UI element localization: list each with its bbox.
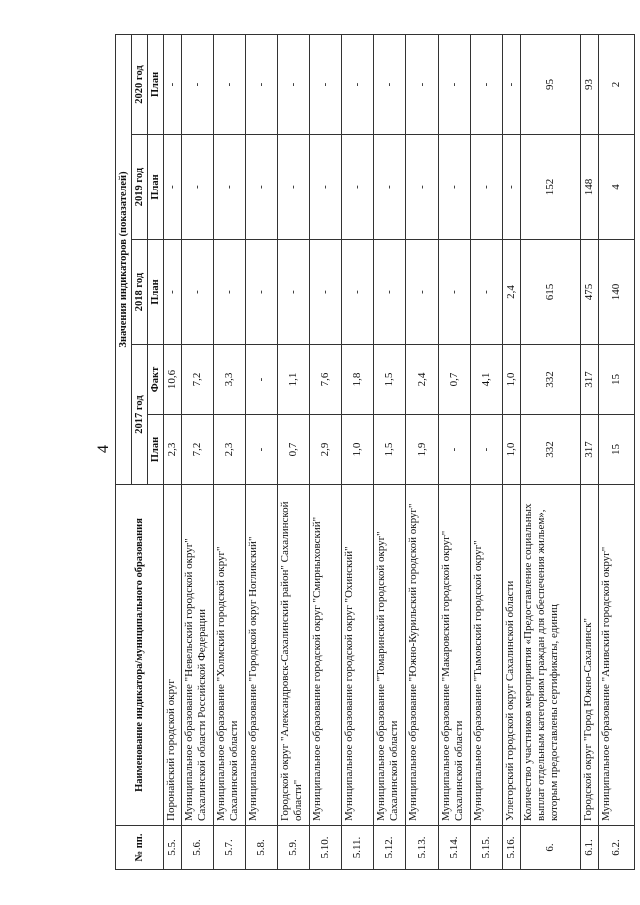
table-row <box>278 34 310 869</box>
header-plan-2019: План <box>148 135 164 240</box>
row-num: 5.12. <box>374 826 406 870</box>
cell-plan-2017: 332 <box>520 415 580 485</box>
cell-fact-2017: 332 <box>520 345 580 415</box>
table-row <box>580 34 598 869</box>
row-num: 5.15. <box>470 826 502 870</box>
row-name: Количество участников мероприятия «Предоставление социальных выплат отдельным категориям граждан для обеспечения жильем», которым предоставлены сертификаты, единиц <box>520 485 580 826</box>
cell-plan-2018: - <box>164 240 182 345</box>
cell-plan-2020: - <box>342 34 374 134</box>
cell-fact-2017: 7,6 <box>310 345 342 415</box>
cell-fact-2017: 1,0 <box>502 345 520 415</box>
cell-plan-2020: - <box>406 34 438 134</box>
table-row <box>342 34 374 869</box>
row-name: Муниципальное образование "Холмский городской округ" Сахалинской области <box>214 485 246 826</box>
table-row <box>246 34 278 869</box>
row-num: 5.7. <box>214 826 246 870</box>
cell-plan-2017: 2,3 <box>214 415 246 485</box>
row-name: Муниципальное образование городской округ "Охинский" <box>342 485 374 826</box>
table-row <box>164 34 182 869</box>
row-name: Муниципальное образование городской округ "Смирныховский" <box>310 485 342 826</box>
cell-fact-2017: 7,2 <box>182 345 214 415</box>
cell-plan-2020: 93 <box>580 34 598 134</box>
cell-fact-2017: - <box>246 345 278 415</box>
cell-plan-2020: - <box>438 34 470 134</box>
indicators-table <box>115 34 635 870</box>
cell-plan-2018: 475 <box>580 240 598 345</box>
header-year-2017: 2017 год <box>132 345 148 485</box>
cell-plan-2017: 1,0 <box>342 415 374 485</box>
cell-plan-2018: 615 <box>520 240 580 345</box>
cell-plan-2020: - <box>182 34 214 134</box>
cell-plan-2020: - <box>374 34 406 134</box>
cell-plan-2019: 148 <box>580 135 598 240</box>
cell-fact-2017: 1,1 <box>278 345 310 415</box>
row-name: Муниципальное образование "Тымовский городской округ" <box>470 485 502 826</box>
cell-plan-2019: - <box>182 135 214 240</box>
cell-plan-2017: - <box>438 415 470 485</box>
cell-plan-2017: - <box>246 415 278 485</box>
row-num: 5.13. <box>406 826 438 870</box>
header-year-2019: 2019 год <box>132 135 148 240</box>
cell-plan-2018: - <box>310 240 342 345</box>
page-number: 4 <box>95 445 112 453</box>
cell-plan-2018: - <box>438 240 470 345</box>
cell-fact-2017: 317 <box>580 345 598 415</box>
table-row <box>310 34 342 869</box>
header-values-group: Значения индикаторов (показателей) <box>116 34 132 484</box>
cell-plan-2017: 15 <box>598 415 634 485</box>
cell-plan-2019: 4 <box>598 135 634 240</box>
cell-plan-2019: - <box>310 135 342 240</box>
row-name: Углегорский городской округ Сахалинской области <box>502 485 520 826</box>
cell-plan-2019: - <box>406 135 438 240</box>
cell-plan-2018: - <box>406 240 438 345</box>
cell-plan-2018: 140 <box>598 240 634 345</box>
cell-plan-2019: - <box>470 135 502 240</box>
cell-fact-2017: 1,8 <box>342 345 374 415</box>
table-row <box>406 34 438 869</box>
cell-plan-2020: 95 <box>520 34 580 134</box>
row-name: Городской округ "Город Южно-Сахалинск" <box>580 485 598 826</box>
cell-plan-2020: - <box>470 34 502 134</box>
cell-plan-2020: - <box>310 34 342 134</box>
cell-plan-2020: - <box>246 34 278 134</box>
cell-fact-2017: 15 <box>598 345 634 415</box>
cell-plan-2017: 0,7 <box>278 415 310 485</box>
row-num: 6.1. <box>580 826 598 870</box>
cell-plan-2020: 2 <box>598 34 634 134</box>
row-name: Муниципальное образование "Южно-Курильский городской округ" <box>406 485 438 826</box>
cell-plan-2018: - <box>374 240 406 345</box>
cell-plan-2019: - <box>342 135 374 240</box>
cell-plan-2019: - <box>278 135 310 240</box>
cell-plan-2017: 2,3 <box>164 415 182 485</box>
cell-plan-2018: - <box>214 240 246 345</box>
header-year-2020: 2020 год <box>132 34 148 134</box>
cell-plan-2017: 2,9 <box>310 415 342 485</box>
header-fact-2017: Факт <box>148 345 164 415</box>
row-name: Муниципальное образование "Анивский городской округ" <box>598 485 634 826</box>
cell-plan-2018: 2,4 <box>502 240 520 345</box>
table-row <box>182 34 214 869</box>
cell-plan-2018: - <box>470 240 502 345</box>
row-num: 5.11. <box>342 826 374 870</box>
cell-fact-2017: 10,6 <box>164 345 182 415</box>
cell-plan-2019: - <box>164 135 182 240</box>
cell-plan-2019: - <box>502 135 520 240</box>
table-row <box>214 34 246 869</box>
header-plan-2020: План <box>148 34 164 134</box>
row-num: 6.2. <box>598 826 634 870</box>
header-plan-2017: План <box>148 415 164 485</box>
cell-plan-2017: 1,5 <box>374 415 406 485</box>
cell-plan-2019: - <box>438 135 470 240</box>
row-num: 5.10. <box>310 826 342 870</box>
table-row <box>598 34 634 869</box>
table-row <box>520 34 580 869</box>
row-name: Поронайский городской округ <box>164 485 182 826</box>
cell-plan-2017: - <box>470 415 502 485</box>
cell-plan-2017: 1,9 <box>406 415 438 485</box>
cell-fact-2017: 3,3 <box>214 345 246 415</box>
table-row <box>470 34 502 869</box>
row-num: 6. <box>520 826 580 870</box>
cell-plan-2018: - <box>278 240 310 345</box>
header-year-2018: 2018 год <box>132 240 148 345</box>
row-num: 5.16. <box>502 826 520 870</box>
cell-plan-2019: - <box>246 135 278 240</box>
cell-plan-2020: - <box>214 34 246 134</box>
row-name: Муниципальное образование "Томаринский городской округ" Сахалинской области <box>374 485 406 826</box>
cell-fact-2017: 0,7 <box>438 345 470 415</box>
row-name: Муниципальное образование "Макаровский городской округ" Сахалинской области <box>438 485 470 826</box>
cell-fact-2017: 4,1 <box>470 345 502 415</box>
table-row <box>438 34 470 869</box>
header-num: № пп. <box>116 826 164 870</box>
row-num: 5.5. <box>164 826 182 870</box>
cell-plan-2019: - <box>374 135 406 240</box>
cell-plan-2017: 317 <box>580 415 598 485</box>
cell-plan-2018: - <box>182 240 214 345</box>
row-num: 5.6. <box>182 826 214 870</box>
table-row <box>502 34 520 869</box>
cell-plan-2018: - <box>342 240 374 345</box>
cell-fact-2017: 2,4 <box>406 345 438 415</box>
table-row <box>374 34 406 869</box>
cell-plan-2020: - <box>278 34 310 134</box>
rotated-table-wrapper <box>115 35 635 870</box>
row-num: 5.8. <box>246 826 278 870</box>
cell-plan-2019: 152 <box>520 135 580 240</box>
cell-plan-2019: - <box>214 135 246 240</box>
cell-plan-2017: 7,2 <box>182 415 214 485</box>
row-name: Муниципальное образование "Невельский городской округ" Сахалинской области Российской Федерации <box>182 485 214 826</box>
cell-plan-2018: - <box>246 240 278 345</box>
cell-plan-2020: - <box>502 34 520 134</box>
row-name: Городской округ "Александровск-Сахалинский район" Сахалинской области" <box>278 485 310 826</box>
row-num: 5.14. <box>438 826 470 870</box>
cell-plan-2020: - <box>164 34 182 134</box>
header-plan-2018: План <box>148 240 164 345</box>
cell-plan-2017: 1,0 <box>502 415 520 485</box>
header-name: Наименование индикатора/муниципального образования <box>116 485 164 826</box>
row-num: 5.9. <box>278 826 310 870</box>
cell-fact-2017: 1,5 <box>374 345 406 415</box>
row-name: Муниципальное образование "Городской округ Ногликский" <box>246 485 278 826</box>
